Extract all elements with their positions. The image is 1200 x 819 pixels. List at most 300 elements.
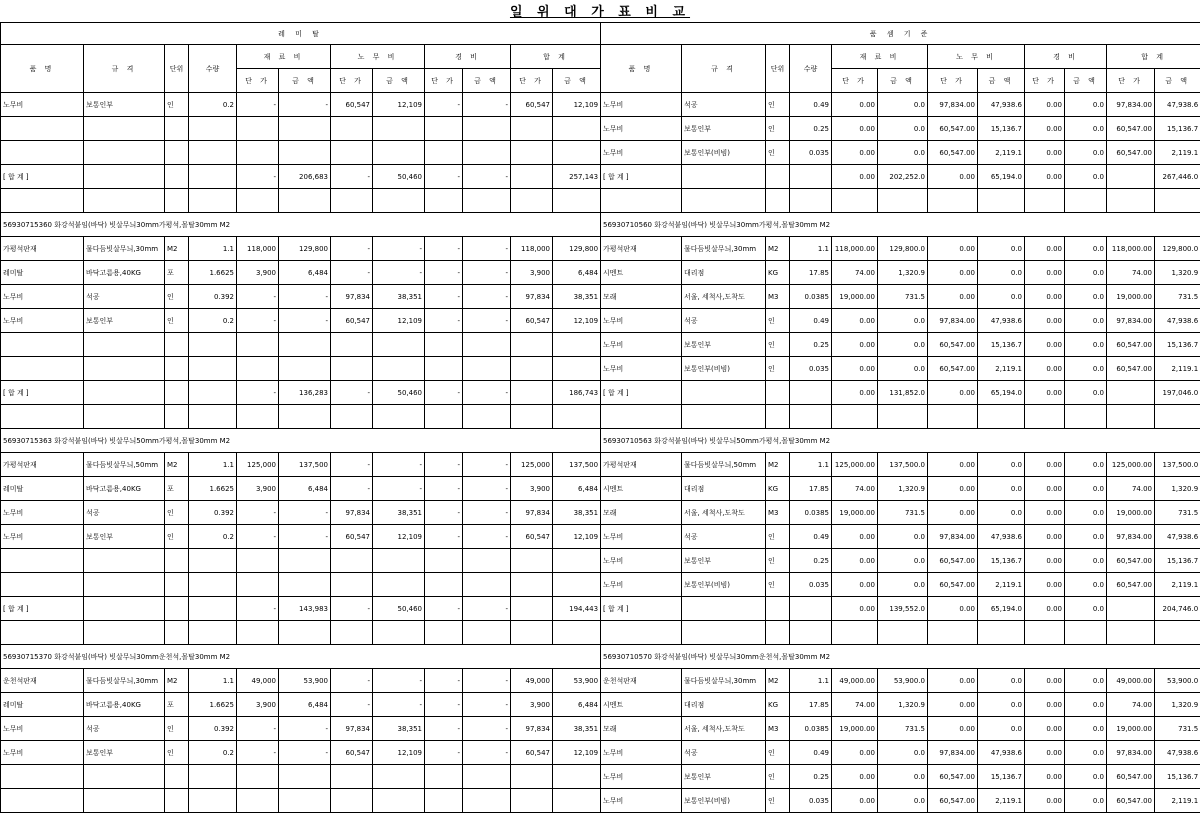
cell-qty: 0.49 (790, 309, 832, 333)
cell-tot-amount: 38,351 (553, 285, 601, 309)
empty-cell (165, 549, 189, 573)
cell-tot-amount: 53,900.0 (1155, 669, 1200, 693)
cell-exp-amount: - (463, 717, 511, 741)
cell-spec: 바닥고름용,40KG (84, 477, 165, 501)
empty-cell (832, 189, 878, 213)
table-row (601, 597, 1200, 621)
empty-cell (463, 117, 511, 141)
empty-cell (978, 621, 1025, 645)
cell-lab-price: 60,547.00 (928, 573, 978, 597)
cell-lab-amount: 38,351 (373, 717, 425, 741)
col-header-price: 단 가 (832, 69, 878, 93)
cell-mat-amount: - (279, 525, 331, 549)
cell-spec: 석공 (84, 501, 165, 525)
empty-cell (463, 549, 511, 573)
cell-name: 노무비 (601, 765, 682, 789)
empty-cell (237, 765, 279, 789)
cell-name: 모래 (601, 501, 682, 525)
table-row (1, 453, 601, 477)
cell-tot-amount: 137,500.0 (1155, 453, 1200, 477)
cell-unit: 인 (766, 741, 790, 765)
empty-cell (84, 189, 165, 213)
empty-cell (1065, 621, 1107, 645)
cell-mat-price: 19,000.00 (832, 285, 878, 309)
cell-mat-amount: 137,500 (279, 453, 331, 477)
cell-exp-amount: 0.0 (1065, 669, 1107, 693)
cell-qty: 1.1 (189, 453, 237, 477)
cell-tot-price: 125,000 (511, 453, 553, 477)
cell-spec: 석공 (84, 285, 165, 309)
empty-cell (165, 357, 189, 381)
cell-lab-amount: 2,119.1 (978, 789, 1025, 813)
cell-exp-amount: - (463, 309, 511, 333)
empty-cell (553, 621, 601, 645)
item-title-row (601, 213, 1200, 237)
empty-cell (165, 405, 189, 429)
empty-cell (1, 141, 84, 165)
table-row (601, 501, 1200, 525)
cell-lab-amount: 65,194.0 (978, 597, 1025, 621)
cell-tot-price: 49,000.00 (1107, 669, 1155, 693)
cell-qty: 0.25 (790, 117, 832, 141)
cell-exp-price: - (425, 285, 463, 309)
cell-mat-amount: 136,283 (279, 381, 331, 405)
cell-tot-price: 19,000.00 (1107, 285, 1155, 309)
cell-mat-price: 74.00 (832, 477, 878, 501)
table-row (601, 237, 1200, 261)
page-title: 일 위 대 가 표 비 교 (509, 5, 691, 20)
cell-mat-amount: 0.0 (878, 141, 928, 165)
cell-exp-price: 0.00 (1025, 165, 1065, 189)
empty-cell (189, 789, 237, 813)
col-header-amount: 금 액 (463, 69, 511, 93)
col-header-amount: 금 액 (1065, 69, 1107, 93)
cell-lab-price: 0.00 (928, 453, 978, 477)
left-table-panel (0, 22, 600, 813)
table-row (601, 741, 1200, 765)
col-header-expense: 경 비 (425, 45, 511, 69)
cell-lab-amount: 15,136.7 (978, 549, 1025, 573)
cell-spec (682, 165, 766, 189)
cell-exp-amount: 0.0 (1065, 285, 1107, 309)
cell-qty: 0.2 (189, 93, 237, 117)
blank-row (1, 573, 601, 597)
item-title-row (601, 645, 1200, 669)
empty-cell (237, 189, 279, 213)
cell-exp-price: 0.00 (1025, 261, 1065, 285)
cell-name: 노무비 (1, 93, 84, 117)
cell-lab-amount: 0.0 (978, 261, 1025, 285)
cell-lab-price: 97,834 (331, 717, 373, 741)
cell-lab-amount: 0.0 (978, 477, 1025, 501)
cell-lab-price: 60,547 (331, 309, 373, 333)
col-header-price: 단 가 (1107, 69, 1155, 93)
cell-mat-amount: 143,983 (279, 597, 331, 621)
cell-tot-amount: 731.5 (1155, 501, 1200, 525)
empty-cell (425, 357, 463, 381)
empty-cell (553, 405, 601, 429)
cell-lab-amount: 0.0 (978, 501, 1025, 525)
cell-exp-amount: 0.0 (1065, 333, 1107, 357)
cell-tot-price: 97,834.00 (1107, 309, 1155, 333)
empty-cell (84, 333, 165, 357)
empty-cell (790, 405, 832, 429)
cell-mat-amount: 202,252.0 (878, 165, 928, 189)
cell-unit: 인 (165, 501, 189, 525)
cell-exp-amount: 0.0 (1065, 237, 1107, 261)
cell-mat-price: 0.00 (832, 789, 878, 813)
col-header-total: 합 계 (1107, 45, 1200, 69)
empty-cell (553, 357, 601, 381)
empty-cell (790, 621, 832, 645)
cell-tot-price (1107, 165, 1155, 189)
cell-lab-price: 60,547 (331, 525, 373, 549)
cell-tot-amount: 12,109 (553, 309, 601, 333)
cell-name: 노무비 (601, 357, 682, 381)
item-title-row (1, 213, 601, 237)
cell-lab-price: - (331, 381, 373, 405)
empty-cell (331, 357, 373, 381)
cell-exp-amount: 0.0 (1065, 381, 1107, 405)
cell-exp-amount: 0.0 (1065, 549, 1107, 573)
cell-unit (766, 165, 790, 189)
empty-cell (279, 357, 331, 381)
cell-tot-amount: 204,746.0 (1155, 597, 1200, 621)
empty-cell (237, 573, 279, 597)
cell-spec: 보통인부 (682, 117, 766, 141)
empty-cell (425, 549, 463, 573)
cell-exp-price: 0.00 (1025, 285, 1065, 309)
cell-mat-amount: 206,683 (279, 165, 331, 189)
table-row (601, 381, 1200, 405)
cell-exp-price: 0.00 (1025, 93, 1065, 117)
table-row (1, 741, 601, 765)
cell-lab-price: 0.00 (928, 669, 978, 693)
empty-cell (553, 765, 601, 789)
col-header-labor: 노 무 비 (331, 45, 425, 69)
empty-cell (425, 621, 463, 645)
cell-mat-amount: 0.0 (878, 309, 928, 333)
cell-exp-amount: - (463, 93, 511, 117)
cell-lab-amount: 12,109 (373, 93, 425, 117)
item-title-row (1, 429, 601, 453)
cell-tot-price: 118,000.00 (1107, 237, 1155, 261)
item-title-row (1, 645, 601, 669)
col-header-unit: 단위 (165, 45, 189, 93)
empty-cell (331, 549, 373, 573)
cell-mat-price: - (237, 381, 279, 405)
cell-tot-price (511, 381, 553, 405)
empty-cell (1107, 621, 1155, 645)
cell-mat-price: 0.00 (832, 165, 878, 189)
cell-tot-amount: 2,119.1 (1155, 573, 1200, 597)
cell-mat-price: 19,000.00 (832, 717, 878, 741)
empty-cell (1, 405, 84, 429)
cell-exp-price: 0.00 (1025, 333, 1065, 357)
cell-name: 노무비 (601, 93, 682, 117)
cell-lab-amount: 12,109 (373, 309, 425, 333)
cell-tot-price: 3,900 (511, 693, 553, 717)
right-section-title: 품 셈 기 준 (601, 23, 1200, 45)
empty-cell (165, 333, 189, 357)
cell-name: 가평석판재 (1, 453, 84, 477)
table-row (601, 141, 1200, 165)
cell-name: [ 합 계 ] (601, 597, 682, 621)
cell-qty: 17.85 (790, 693, 832, 717)
cell-mat-amount: 6,484 (279, 477, 331, 501)
cell-qty: 1.6625 (189, 477, 237, 501)
blank-row (601, 621, 1200, 645)
cell-name: 레미탈 (1, 261, 84, 285)
empty-cell (928, 621, 978, 645)
cell-exp-amount: - (463, 381, 511, 405)
cell-qty: 17.85 (790, 261, 832, 285)
cell-mat-amount: 1,320.9 (878, 261, 928, 285)
cell-unit: 인 (766, 141, 790, 165)
cell-mat-price: - (237, 717, 279, 741)
cell-mat-price: 3,900 (237, 477, 279, 501)
cell-exp-amount: - (463, 165, 511, 189)
cell-exp-amount: 0.0 (1065, 573, 1107, 597)
blank-row (1, 333, 601, 357)
cell-tot-amount: 47,938.6 (1155, 93, 1200, 117)
cell-spec: 보통인부 (84, 525, 165, 549)
cell-qty: 0.035 (790, 141, 832, 165)
empty-cell (601, 405, 682, 429)
cell-mat-amount: - (279, 741, 331, 765)
cell-lab-amount: - (373, 669, 425, 693)
cell-lab-price: 60,547 (331, 741, 373, 765)
empty-cell (682, 621, 766, 645)
empty-cell (189, 333, 237, 357)
empty-cell (189, 621, 237, 645)
item-title: 56930710563 화강석붙임(바닥) 빗살무늬50mm가평석,몰탈30mm M2 (601, 429, 1200, 453)
cell-name: 가평석판재 (601, 237, 682, 261)
empty-cell (279, 549, 331, 573)
col-header-material: 재 료 비 (832, 45, 928, 69)
empty-cell (373, 189, 425, 213)
cell-lab-amount: 0.0 (978, 669, 1025, 693)
cell-lab-price: - (331, 165, 373, 189)
cell-qty: 0.2 (189, 741, 237, 765)
cell-qty: 1.6625 (189, 261, 237, 285)
empty-cell (84, 357, 165, 381)
empty-cell (878, 189, 928, 213)
blank-row (601, 405, 1200, 429)
cell-exp-amount: 0.0 (1065, 117, 1107, 141)
cell-mat-amount: 731.5 (878, 285, 928, 309)
table-row (601, 333, 1200, 357)
cell-tot-price: 97,834.00 (1107, 93, 1155, 117)
cell-lab-price: 97,834.00 (928, 525, 978, 549)
cell-unit: M2 (766, 237, 790, 261)
empty-cell (463, 573, 511, 597)
cell-mat-price: 0.00 (832, 741, 878, 765)
left-comparison-table (0, 22, 601, 813)
cell-unit: 인 (766, 573, 790, 597)
cell-tot-price: 60,547.00 (1107, 765, 1155, 789)
cell-lab-price: 0.00 (928, 501, 978, 525)
empty-cell (189, 189, 237, 213)
empty-cell (331, 765, 373, 789)
empty-cell (84, 765, 165, 789)
cell-mat-amount: 0.0 (878, 117, 928, 141)
cell-lab-price: 0.00 (928, 717, 978, 741)
cell-exp-price: 0.00 (1025, 549, 1065, 573)
cell-exp-price: - (425, 261, 463, 285)
cell-exp-price: 0.00 (1025, 453, 1065, 477)
table-row (601, 789, 1200, 813)
cell-lab-price: - (331, 669, 373, 693)
cell-spec: 서울, 세척사,도착도 (682, 285, 766, 309)
empty-cell (279, 765, 331, 789)
cell-lab-amount: - (373, 453, 425, 477)
empty-cell (511, 333, 553, 357)
cell-mat-price: 0.00 (832, 381, 878, 405)
cell-unit: KG (766, 261, 790, 285)
cell-lab-price: - (331, 261, 373, 285)
cell-qty (189, 597, 237, 621)
empty-cell (553, 573, 601, 597)
cell-unit: M3 (766, 717, 790, 741)
blank-row (1, 789, 601, 813)
table-row (1, 525, 601, 549)
cell-lab-price: 0.00 (928, 237, 978, 261)
cell-mat-amount: 0.0 (878, 741, 928, 765)
cell-mat-amount: - (279, 501, 331, 525)
cell-exp-amount: 0.0 (1065, 261, 1107, 285)
cell-spec: 석공 (682, 93, 766, 117)
empty-cell (1025, 405, 1065, 429)
cell-lab-price: 60,547.00 (928, 357, 978, 381)
empty-cell (373, 789, 425, 813)
empty-cell (1, 357, 84, 381)
cell-exp-price: - (425, 165, 463, 189)
cell-tot-price (511, 165, 553, 189)
table-row (1, 597, 601, 621)
empty-cell (189, 117, 237, 141)
empty-cell (237, 333, 279, 357)
cell-lab-amount: 12,109 (373, 741, 425, 765)
empty-cell (237, 357, 279, 381)
cell-mat-amount: 131,852.0 (878, 381, 928, 405)
empty-cell (463, 765, 511, 789)
cell-lab-price: 97,834 (331, 285, 373, 309)
cell-lab-amount: 2,119.1 (978, 573, 1025, 597)
col-header-price: 단 가 (928, 69, 978, 93)
cell-mat-price: 125,000.00 (832, 453, 878, 477)
cell-lab-amount: - (373, 261, 425, 285)
empty-cell (165, 189, 189, 213)
empty-cell (279, 621, 331, 645)
cell-tot-price: 97,834.00 (1107, 741, 1155, 765)
empty-cell (1107, 405, 1155, 429)
empty-cell (425, 189, 463, 213)
cell-exp-price: - (425, 453, 463, 477)
cell-exp-amount: - (463, 669, 511, 693)
cell-name: 시멘트 (601, 261, 682, 285)
cell-unit: 인 (165, 285, 189, 309)
empty-cell (1, 117, 84, 141)
blank-row (1, 117, 601, 141)
cell-exp-amount: 0.0 (1065, 717, 1107, 741)
cell-qty (790, 597, 832, 621)
cell-mat-price: 118,000 (237, 237, 279, 261)
right-comparison-table (600, 22, 1200, 813)
cell-mat-price: 0.00 (832, 93, 878, 117)
cell-lab-price: 97,834.00 (928, 309, 978, 333)
cell-qty: 0.2 (189, 525, 237, 549)
empty-cell (84, 573, 165, 597)
cell-exp-amount: - (463, 261, 511, 285)
cell-tot-amount: 137,500 (553, 453, 601, 477)
cell-exp-amount: 0.0 (1065, 165, 1107, 189)
cell-spec: 바닥고름용,40KG (84, 693, 165, 717)
cell-exp-amount: 0.0 (1065, 525, 1107, 549)
cell-exp-price: - (425, 477, 463, 501)
empty-cell (331, 789, 373, 813)
cell-mat-amount: 137,500.0 (878, 453, 928, 477)
cell-spec: 보통인부 (682, 549, 766, 573)
cell-lab-price: 60,547.00 (928, 789, 978, 813)
cell-exp-amount: - (463, 741, 511, 765)
cell-unit: 인 (165, 717, 189, 741)
cell-tot-amount: 129,800 (553, 237, 601, 261)
cell-qty: 0.035 (790, 573, 832, 597)
cell-unit: KG (766, 693, 790, 717)
cell-exp-amount: 0.0 (1065, 765, 1107, 789)
cell-tot-price: 19,000.00 (1107, 717, 1155, 741)
cell-tot-amount: 1,320.9 (1155, 477, 1200, 501)
cell-mat-price: 49,000 (237, 669, 279, 693)
cell-tot-amount: 6,484 (553, 477, 601, 501)
empty-cell (331, 573, 373, 597)
cell-spec: 물다듬빗살무늬,30mm (682, 237, 766, 261)
cell-mat-amount: 6,484 (279, 693, 331, 717)
empty-cell (878, 405, 928, 429)
cell-lab-amount: 38,351 (373, 285, 425, 309)
cell-exp-amount: 0.0 (1065, 501, 1107, 525)
cell-qty: 0.035 (790, 357, 832, 381)
cell-spec: 물다듬빗살무늬,50mm (84, 453, 165, 477)
empty-cell (189, 573, 237, 597)
empty-cell (84, 549, 165, 573)
cell-mat-amount: 139,552.0 (878, 597, 928, 621)
empty-cell (1, 549, 84, 573)
cell-qty (790, 381, 832, 405)
cell-lab-amount: 0.0 (978, 693, 1025, 717)
empty-cell (928, 189, 978, 213)
table-row (1, 261, 601, 285)
cell-lab-price: 60,547 (331, 93, 373, 117)
cell-mat-price: - (237, 309, 279, 333)
empty-cell (463, 789, 511, 813)
empty-cell (279, 117, 331, 141)
blank-row (1, 765, 601, 789)
empty-cell (511, 765, 553, 789)
cell-spec: 대리점 (682, 261, 766, 285)
cell-tot-amount: 53,900 (553, 669, 601, 693)
cell-tot-price: 97,834 (511, 501, 553, 525)
col-header-spec: 규 격 (84, 45, 165, 93)
table-row (1, 693, 601, 717)
cell-mat-amount: 0.0 (878, 525, 928, 549)
empty-cell (766, 189, 790, 213)
cell-tot-price: 19,000.00 (1107, 501, 1155, 525)
cell-lab-price: 60,547.00 (928, 549, 978, 573)
cell-tot-amount: 2,119.1 (1155, 357, 1200, 381)
cell-exp-amount: - (463, 453, 511, 477)
